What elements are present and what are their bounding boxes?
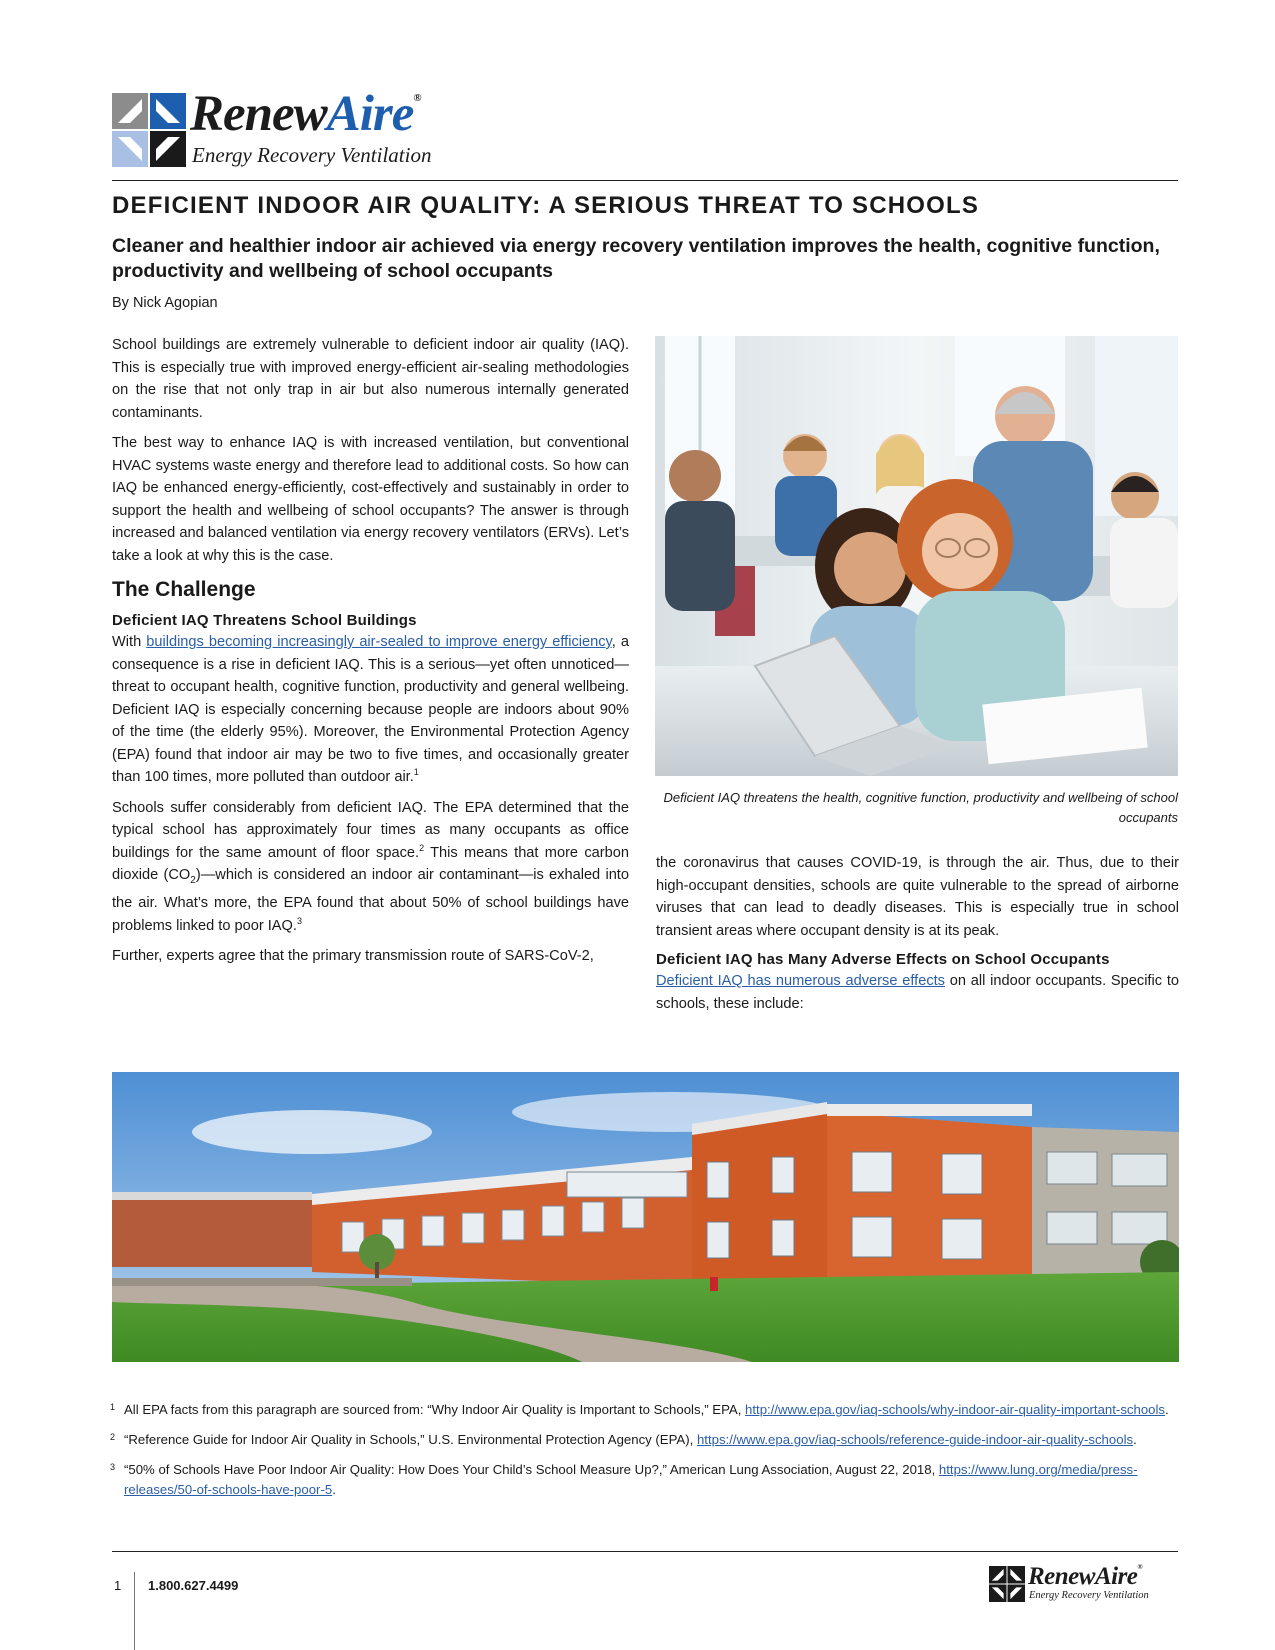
phone-number: 1.800.627.4499 (148, 1578, 239, 1593)
right-column (656, 852, 1179, 1023)
right-paragraph-1: the coronavirus that causes COVID-19, is through the air. Thus, due to their high-occupant densities, schools are quite vulnerable to the spread of airborne viruses that can lead to deadly diseases. This is especially true in school transient areas where occupant density is at its peak. (656, 855, 1179, 939)
classroom-image (655, 336, 1178, 776)
classroom-photo-caption: Deficient IAQ threatens the health, cognitive function, productivity and wellbeing of school occupants (663, 790, 1178, 825)
link-adverse-effects[interactable]: Deficient IAQ has numerous adverse effects (656, 973, 945, 989)
challenge-paragraph-3: Further, experts agree that the primary transmission route of SARS-CoV-2, (112, 948, 594, 965)
footnote-3: 3 “50% of Schools Have Poor Indoor Air Quality: How Does Your Child’s School Measure Up?,” American Lung Association, August 22, 2018, https://www.lung.org/media/press-releases/50-of-schools-have-poor-5. (110, 1462, 1138, 1497)
footer-brand-tagline: Energy Recovery Ventilation (1029, 1590, 1149, 1601)
byline: By Nick Agopian (112, 295, 218, 311)
intro-paragraph-2: The best way to enhance IAQ is with increased ventilation, but conventional HVAC systems waste energy and therefore lead to additional costs. So how can IAQ be enhanced energy-efficiently, cost-effectively and sustainably in order to support the health and wellbeing of school occupants? The answer is through increased and balanced ventilation via energy recovery ventilators (ERVs). Let’s take a look at why this is the case. (112, 435, 629, 564)
brand-name: RenewAire® (190, 86, 421, 142)
footnote-3-link[interactable]: https://www.lung.org/media/press-releases/50-of-schools-have-poor-5 (124, 1462, 1138, 1497)
renewaire-logo (112, 86, 502, 173)
article-title: DEFICIENT INDOOR AIR QUALITY: A SERIOUS THREAT TO SCHOOLS (112, 192, 980, 219)
school-building-photo (112, 1072, 1179, 1362)
link-air-sealed-buildings[interactable]: buildings becoming increasingly air-sealed to improve energy efficiency (146, 634, 612, 650)
section-heading-challenge: The Challenge (112, 578, 256, 601)
footnote-1-link[interactable]: http://www.epa.gov/iaq-schools/why-indoor-air-quality-important-schools (745, 1402, 1166, 1417)
renewaire-mark-icon (989, 1566, 1025, 1602)
footer-rule (112, 1551, 1178, 1552)
brand-tagline: Energy Recovery Ventilation (192, 143, 432, 167)
footnotes (112, 1400, 1178, 1510)
subheading-threatens: Deficient IAQ Threatens School Buildings (112, 612, 417, 629)
footnote-1: 1 All EPA facts from this paragraph are sourced from: “Why Indoor Air Quality is Important to Schools,” EPA, http://www.epa.gov/iaq-schools/why-indoor-air-quality-important-schools. (110, 1402, 1169, 1417)
classroom-photo (655, 336, 1178, 776)
school-building-image (112, 1072, 1179, 1362)
footer-divider (134, 1572, 135, 1650)
footnote-ref-2: 2 (419, 842, 425, 853)
footnote-ref-1: 1 (413, 767, 419, 778)
header-rule (112, 180, 1178, 181)
footer-brand-name: RenewAire® (1028, 1563, 1143, 1590)
footnote-2-link[interactable]: https://www.epa.gov/iaq-schools/reference-guide-indoor-air-quality-schools (696, 1432, 1134, 1447)
article-subtitle: Cleaner and healthier indoor air achieved via energy recovery ventilation improves the health, cognitive function, productivity and wellbeing of school occupants (112, 235, 1160, 282)
challenge-paragraph-1: With buildings becoming increasingly air-sealed to improve energy efficiency, a consequence is a rise in deficient IAQ. This is a serious—yet often unnoticed—threat to occupant health, cognitive function, productivity and general wellbeing. Deficient IAQ is especially concerning because people are indoors about 90% of the time (the elderly 95%). Moreover, the Environmental Protection Agency (EPA) found that indoor air may be two to five times, and occasionally greater than 100 times, more polluted than outdoor air.$^1$ (112, 634, 629, 785)
footnote-2: 2 “Reference Guide for Indoor Air Quality in Schools,” U.S. Environmental Protection Agency (EPA), https://www.epa.gov/iaq-schools/reference-guide-indoor-air-quality-schools. (110, 1432, 1137, 1447)
right-paragraph-2: Deficient IAQ has numerous adverse effects on all indoor occupants. Specific to schools, these include: (656, 973, 1179, 1012)
subheading-adverse-effects: Deficient IAQ has Many Adverse Effects on School Occupants (656, 951, 1110, 968)
footnote-ref-3: 3 (296, 916, 302, 927)
challenge-paragraph-2: Schools suffer considerably from deficient IAQ. The EPA determined that the typical school has approximately four times as many occupants as office buildings for the same amount of floor space.$^2$ This means that more carbon dioxide $(CO_2)—which$ is considered an indoor air contaminant—is exhaled into the air. What’s more, the EPA found that about 50% of school buildings have problems linked to poor IAQ.$^3$ (112, 799, 629, 934)
page-number: 1 (114, 1578, 122, 1593)
renewaire-mark-icon (112, 93, 186, 167)
footer-logo (989, 1563, 1179, 1606)
intro-paragraph-1: School buildings are extremely vulnerable to deficient indoor air quality (IAQ). This is especially true with improved energy-efficient air-sealing methodologies on the rise that not only trap in air but also numerous internally generated contaminants. (112, 337, 629, 421)
left-column (112, 334, 629, 976)
